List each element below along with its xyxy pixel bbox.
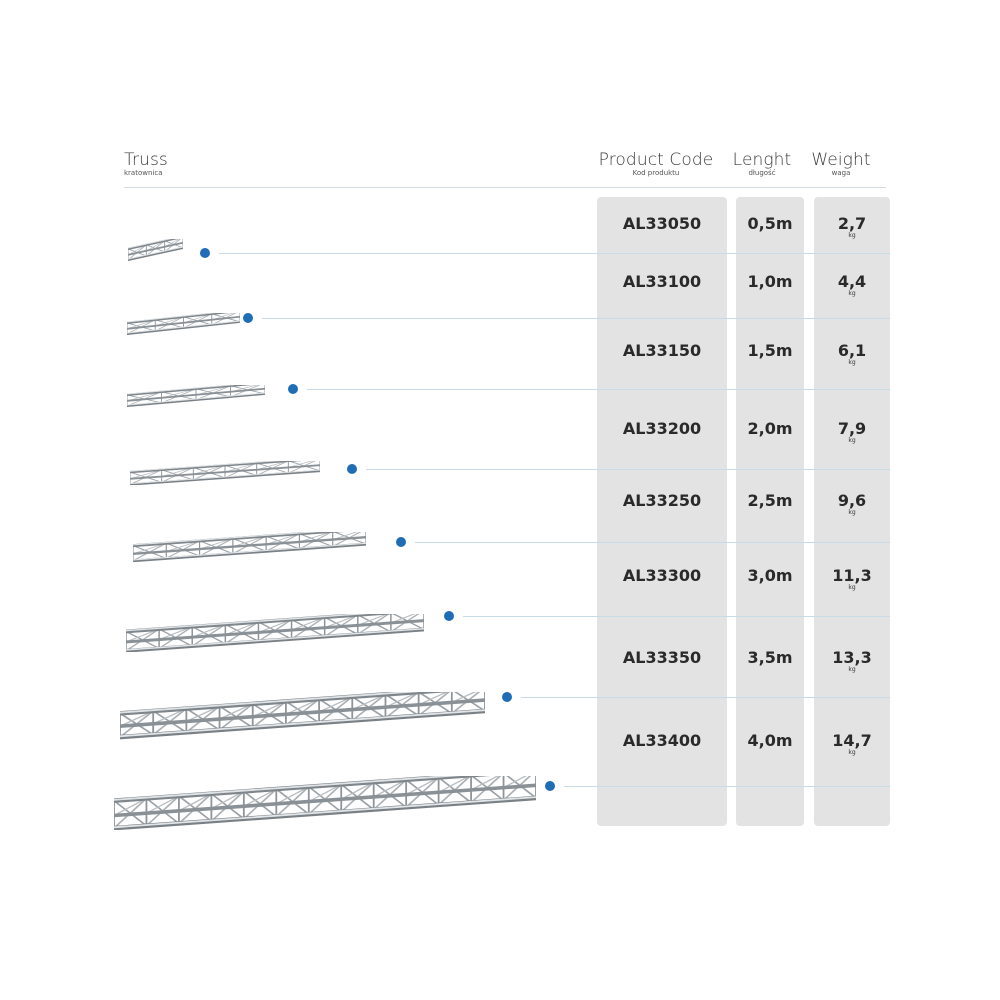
product-length: 0,5m: [747, 214, 793, 233]
truss-image: [130, 461, 320, 486]
weight-unit: kg: [848, 749, 856, 756]
weight-value: 4,4: [837, 272, 867, 291]
product-length: 1,0m: [747, 272, 793, 291]
row-marker-dot: [243, 313, 253, 323]
row-guide-line: [262, 318, 890, 319]
row-marker-dot: [545, 781, 555, 791]
product-code: AL33350: [622, 648, 702, 667]
weight-value: 9,6: [837, 491, 867, 510]
truss-header-sublabel: kratownica: [124, 169, 163, 177]
weight-unit: kg: [848, 359, 856, 366]
code-header-label: Product Code: [598, 150, 714, 170]
weight-unit: kg: [848, 509, 856, 516]
weight-header-label: Weight: [811, 150, 871, 170]
product-weight: [814, 216, 890, 239]
truss-image: [114, 776, 536, 831]
truss-image: [127, 385, 265, 407]
row-marker-dot: [444, 611, 454, 621]
product-code: AL33050: [622, 214, 702, 233]
row-marker-dot: [347, 464, 357, 474]
length-header: [731, 152, 793, 177]
code-header: [596, 152, 716, 177]
product-code: AL33100: [622, 272, 702, 291]
product-weight: [814, 274, 890, 297]
truss-image: [128, 239, 183, 261]
truss-header-label: Truss: [124, 150, 168, 170]
weight-unit: kg: [848, 584, 856, 591]
weight-value: 14,7: [832, 731, 872, 750]
row-guide-line: [366, 469, 890, 470]
weight-value: 6,1: [837, 341, 867, 360]
product-weight: [814, 650, 890, 673]
product-weight: [814, 493, 890, 516]
row-guide-line: [521, 697, 890, 698]
weight-value: 7,9: [837, 419, 867, 438]
truss-image: [120, 692, 485, 739]
product-length: 2,5m: [747, 491, 793, 510]
product-code: AL33400: [622, 731, 702, 750]
row-marker-dot: [502, 692, 512, 702]
length-header-sublabel: długość: [748, 169, 776, 177]
row-guide-line: [463, 616, 890, 617]
header-divider: [124, 187, 886, 188]
row-marker-dot: [288, 384, 298, 394]
product-code: AL33200: [622, 419, 702, 438]
truss-image: [133, 532, 366, 562]
row-marker-dot: [200, 248, 210, 258]
product-weight: [814, 733, 890, 756]
truss-image: [126, 614, 424, 653]
weight-value: 2,7: [837, 214, 867, 233]
weight-unit: kg: [848, 232, 856, 239]
code-header-sublabel: Kod produktu: [632, 169, 680, 177]
row-marker-dot: [396, 537, 406, 547]
row-guide-line: [415, 542, 890, 543]
row-guide-line: [564, 786, 890, 787]
product-weight: [814, 568, 890, 591]
product-code: AL33300: [622, 566, 702, 585]
length-header-label: Lenght: [732, 150, 792, 170]
truss-header: [124, 152, 168, 177]
row-guide-line: [219, 253, 890, 254]
product-length: 1,5m: [747, 341, 793, 360]
product-length: 4,0m: [747, 731, 793, 750]
row-guide-line: [307, 389, 890, 390]
product-length: 3,0m: [747, 566, 793, 585]
truss-image: [127, 313, 240, 335]
product-weight: [814, 421, 890, 444]
product-code: AL33250: [622, 491, 702, 510]
product-weight: [814, 343, 890, 366]
weight-header: [807, 152, 875, 177]
weight-header-sublabel: waga: [831, 169, 851, 177]
product-code: AL33150: [622, 341, 702, 360]
weight-value: 11,3: [832, 566, 872, 585]
weight-unit: kg: [848, 437, 856, 444]
product-length: 3,5m: [747, 648, 793, 667]
weight-unit: kg: [848, 666, 856, 673]
product-length: 2,0m: [747, 419, 793, 438]
weight-unit: kg: [848, 290, 856, 297]
weight-value: 13,3: [832, 648, 872, 667]
